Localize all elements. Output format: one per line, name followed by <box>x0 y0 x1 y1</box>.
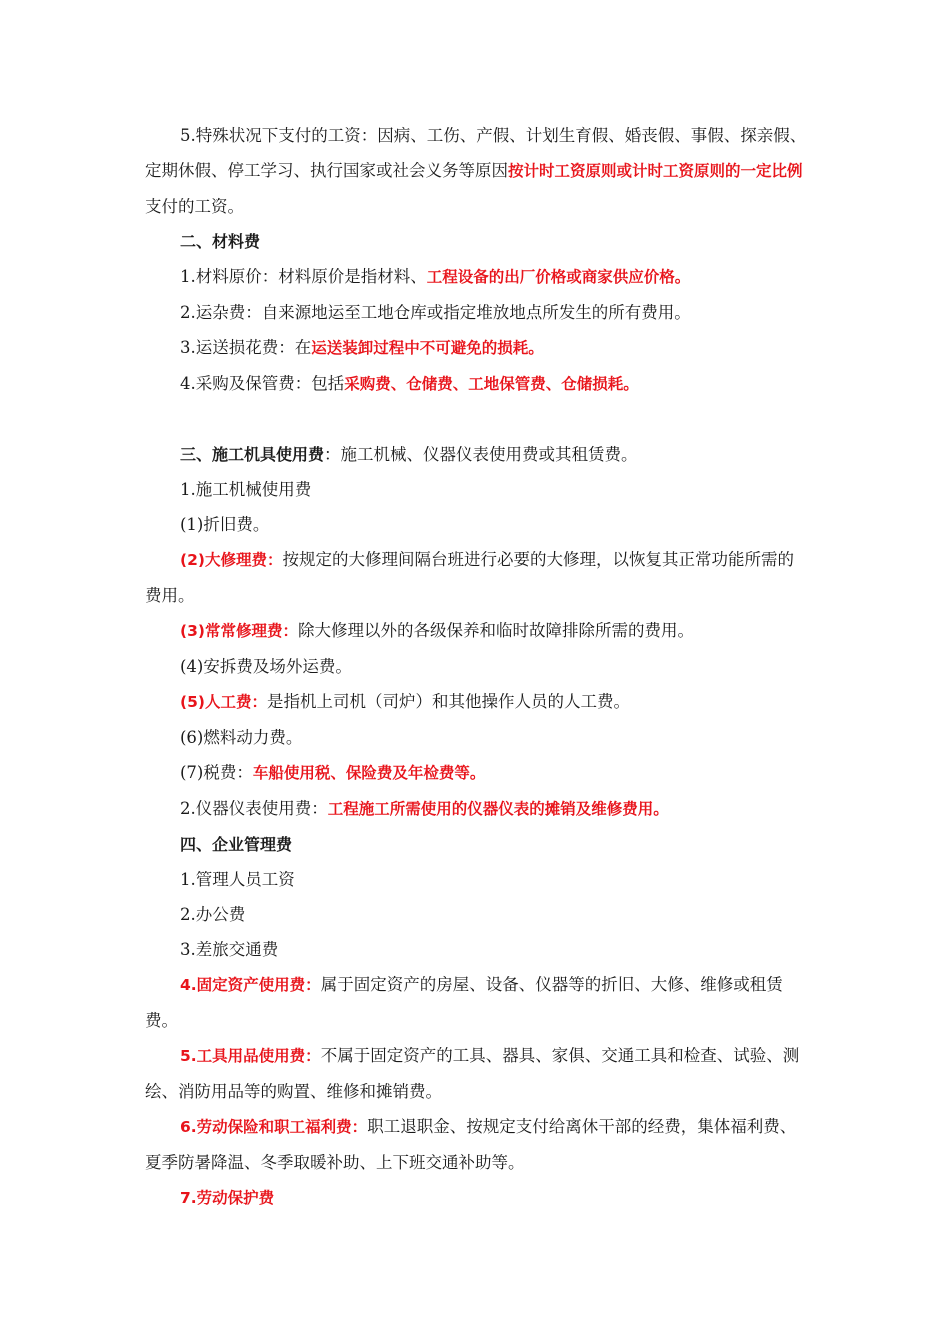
highlight-text: 车船使用税、保险费及年检费等。 <box>252 764 486 782</box>
list-item <box>145 1109 810 1180</box>
list-item: (6)燃料动力费。 <box>180 728 303 747</box>
text: 按规定的大修理间隔台班进行必要的大修理，以恢复其正常功能所需的费用。 <box>145 550 794 605</box>
text: 4.采购及保管费：包括 <box>180 374 345 393</box>
highlight-text: 5.工具用品使用费： <box>180 1047 321 1065</box>
text: (7)税费： <box>180 763 253 782</box>
text: 除大修理以外的各级保养和临时故障排除所需的费用。 <box>297 621 694 640</box>
list-item <box>145 791 810 827</box>
list-item: 2.运杂费：自来源地运至工地仓库或指定堆放地点所发生的所有费用。 <box>180 303 691 322</box>
text: 2.仪器仪表使用费： <box>180 799 328 818</box>
list-item <box>145 755 810 791</box>
section-heading-machinery <box>145 437 810 472</box>
text: 5.特殊状况下支付的工资：因病、工伤、产假、计划生育假、婚丧假、事假、探亲假、定期休假、停工学习、执行国家或社会义务等原因 <box>145 126 807 180</box>
highlight-text: 采购费、仓储费、工地保管费、仓储损耗。 <box>344 375 639 393</box>
section-heading-materials: 二、材料费 <box>180 232 261 251</box>
spacer <box>145 402 810 437</box>
document-body <box>145 118 810 1216</box>
text: 不属于固定资产的工具、器具、家俱、交通工具和检查、试验、测绘、消防用品等的购置、维修和摊销费。 <box>145 1046 800 1101</box>
list-item <box>145 684 810 720</box>
highlight-text: 工程施工所需使用的仪器仪表的摊销及维修费用。 <box>327 800 669 818</box>
list-item: 1.管理人员工资 <box>180 870 295 889</box>
list-item <box>145 967 810 1038</box>
highlight-text: 7.劳动保护费 <box>180 1189 275 1207</box>
highlight-text: (3)常常修理费： <box>180 622 298 640</box>
list-item: 2.办公费 <box>180 905 246 924</box>
list-item <box>145 259 810 295</box>
list-item <box>145 613 810 649</box>
highlight-text: 4.固定资产使用费： <box>180 976 321 994</box>
text: 是指机上司机（司炉）和其他操作人员的人工费。 <box>266 692 630 711</box>
highlight-text: 工程设备的出厂价格或商家供应价格。 <box>426 268 691 286</box>
list-item <box>145 366 810 402</box>
list-item: 1.施工机械使用费 <box>180 480 312 499</box>
highlight-text: 6.劳动保险和职工福利费： <box>180 1118 368 1136</box>
highlight-text: 运送装卸过程中不可避免的损耗。 <box>311 339 544 357</box>
text: ：施工机械、仪器仪表使用费或其租赁费。 <box>324 445 638 464</box>
text: 1.材料原价：材料原价是指材料、 <box>180 267 427 286</box>
list-item <box>145 1180 810 1216</box>
text: 支付的工资。 <box>145 197 244 216</box>
text: 职工退职金、按规定支付给离休干部的经费，集体福利费、夏季防暑降温、冬季取暖补助、上下班交通补助等。 <box>145 1117 797 1172</box>
list-item <box>145 330 810 366</box>
list-item <box>145 1038 810 1109</box>
text: 属于固定资产的房屋、设备、仪器等的折旧、大修、维修或租赁费。 <box>145 975 783 1030</box>
list-item <box>145 542 810 613</box>
highlight-text: (5)人工费： <box>180 693 267 711</box>
paragraph-special-wages <box>145 118 810 224</box>
heading-text: 三、施工机具使用费 <box>180 445 325 464</box>
highlight-text: 按计时工资原则或计时工资原则的一定比例 <box>508 162 803 180</box>
list-item: (4)安拆费及场外运费。 <box>180 657 352 676</box>
list-item: (1)折旧费。 <box>180 515 270 534</box>
section-heading-management: 四、企业管理费 <box>180 835 293 854</box>
text: 3.运送损花费：在 <box>180 338 312 357</box>
highlight-text: (2)大修理费： <box>180 551 283 569</box>
list-item: 3.差旅交通费 <box>180 940 279 959</box>
